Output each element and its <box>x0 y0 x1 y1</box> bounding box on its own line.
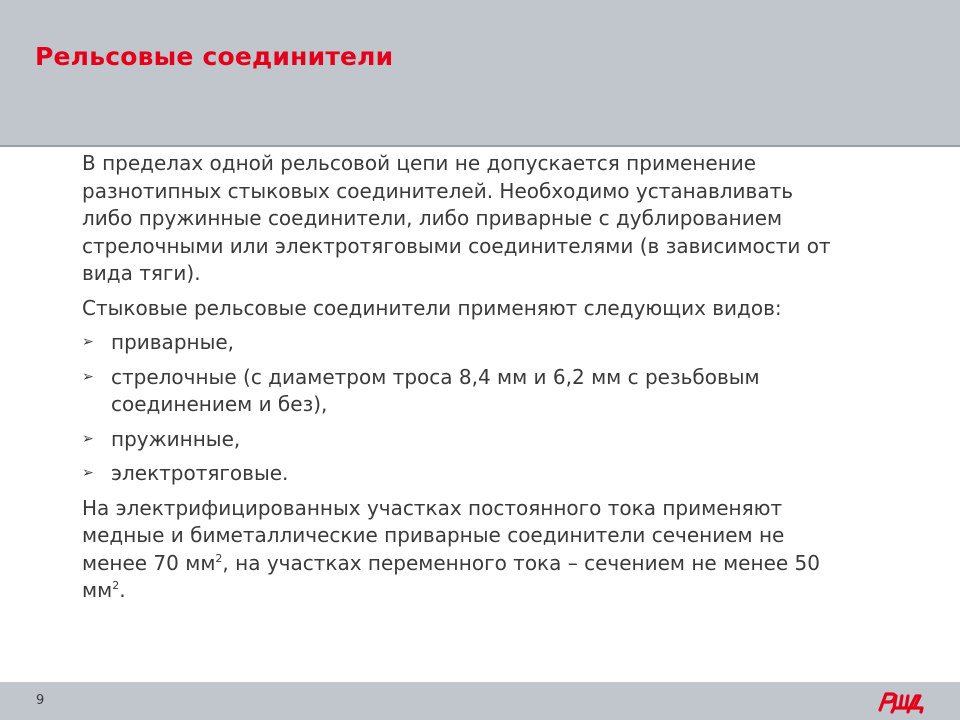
list-item-text: приварные, <box>111 330 235 354</box>
arrow-bullet-icon: ➢ <box>82 430 94 447</box>
paragraph-sections-part3: . <box>119 578 126 602</box>
slide-header <box>0 0 960 147</box>
types-list <box>82 329 842 488</box>
page-number: 9 <box>36 693 45 708</box>
superscript-2: 2 <box>215 551 223 565</box>
paragraph-types: Стыковые рельсовые соединители применяют следующих видов: <box>82 295 782 320</box>
list-item-text: стрелочные (с диаметром троса 8,4 мм и 6,2 мм с резьбовым соединением и без), <box>111 364 760 416</box>
list-item-text: пружинные, <box>111 426 241 451</box>
list-item <box>82 329 842 357</box>
list-item <box>82 460 842 488</box>
list-item <box>82 426 842 454</box>
paragraph-intro: В пределах одной рельсовой цепи не допускается применение разнотипных стыковых соединителей. Необходимо устанавливать либо пружинные соединители, либо приварные с дублированием стрелочными или электротяговыми соединителями (в зависимости от вида тяги). <box>82 151 831 285</box>
arrow-bullet-icon: ➢ <box>82 334 94 350</box>
list-item <box>82 364 842 419</box>
slide-footer <box>0 682 960 720</box>
superscript-2: 2 <box>112 579 120 592</box>
paragraph-sections <box>82 495 842 605</box>
list-item-text: электротяговые. <box>111 461 289 485</box>
rzd-logo-icon <box>876 686 924 716</box>
arrow-bullet-icon: ➢ <box>82 465 94 481</box>
slide-title: Рельсовые соединители <box>35 42 394 71</box>
paragraph-sections-part2: , на участках переменного тока – сечением не менее 50 мм <box>82 550 820 602</box>
paragraph-sections-part1: На электрифицированных участках постоянного тока применяют медные и биметаллические приварные соединители сечением не менее 70 мм <box>82 495 785 575</box>
arrow-bullet-icon: ➢ <box>82 368 94 385</box>
slide-content <box>82 150 842 612</box>
